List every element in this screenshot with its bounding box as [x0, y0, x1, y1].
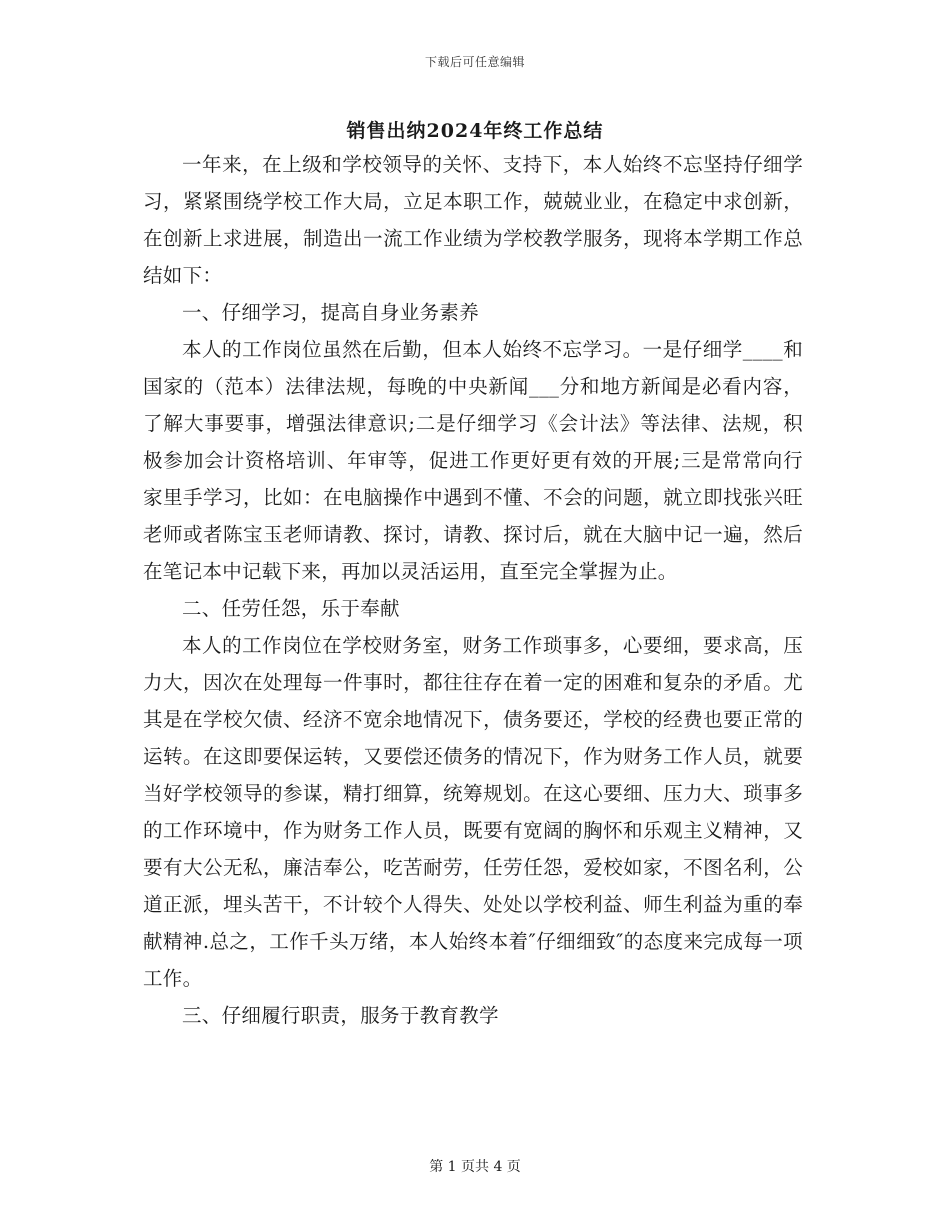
section-1-paragraph: 本人的工作岗位虽然在后勤，但本人始终不忘学习。一是仔细学____和国家的（范本）法律法规，每晚的中央新闻___分和地方新闻是必看内容，了解大事要事，增强法律意识;二是仔细学习《会计法》等法律、法规，积极参加会计资格培训、年审等，促进工作更好更有效的开展;三是常常向行家里手学习，比如：在电脑操作中遇到不懂、不会的问题，就立即找张兴旺老师或者陈宝玉老师请教、探讨，请教、探讨后，就在大脑中记一遍，然后在笔记本中记载下来，再加以灵活运用，直至完全掌握为止。 — [143, 338, 803, 583]
section-heading-3: 三、仔细履行职责，服务于教育教学 — [182, 1004, 499, 1027]
document-body — [143, 146, 803, 1034]
section-heading-2: 二、任劳任怨，乐于奉献 — [182, 597, 400, 620]
section-2-paragraph: 本人的工作岗位在学校财务室，财务工作琐事多，心要细，要求高，压力大，因次在处理每一件事时，都往往存在着一定的困难和复杂的矛盾。尤其是在学校欠债、经济不宽余地情况下，债务要还，学校的经费也要正常的运转。在这即要保运转，又要偿还债务的情况下，作为财务工作人员，就要当好学校领导的参谋，精打细算，统筹规划。在这心要细、压力大、琐事多的工作环境中，作为财务工作人员，既要有宽阔的胸怀和乐观主义精神，又要有大公无私，廉洁奉公，吃苦耐劳，任劳任怨，爱校如家，不图名利，公道正派，埋头苦干，不计较个人得失、处处以学校利益、师生利益为重的奉献精神.总之，工作千头万绪，本人始终本着″仔细细致″的态度来完成每一项工作。 — [143, 634, 803, 990]
intro-paragraph: 一年来，在上级和学校领导的关怀、支持下，本人始终不忘坚持仔细学习，紧紧围绕学校工作大局，立足本职工作，兢兢业业，在稳定中求创新，在创新上求进展，制造出一流工作业绩为学校教学服务，现将本学期工作总结如下： — [143, 153, 803, 287]
header-note: 下载后可任意编辑 — [424, 55, 525, 69]
section-heading-1: 一、仔细学习，提高自身业务素养 — [182, 301, 480, 324]
document-title: 销售出纳2024年终工作总结 — [346, 120, 604, 142]
page-number-footer: 第 1 页共 4 页 — [429, 1159, 521, 1175]
